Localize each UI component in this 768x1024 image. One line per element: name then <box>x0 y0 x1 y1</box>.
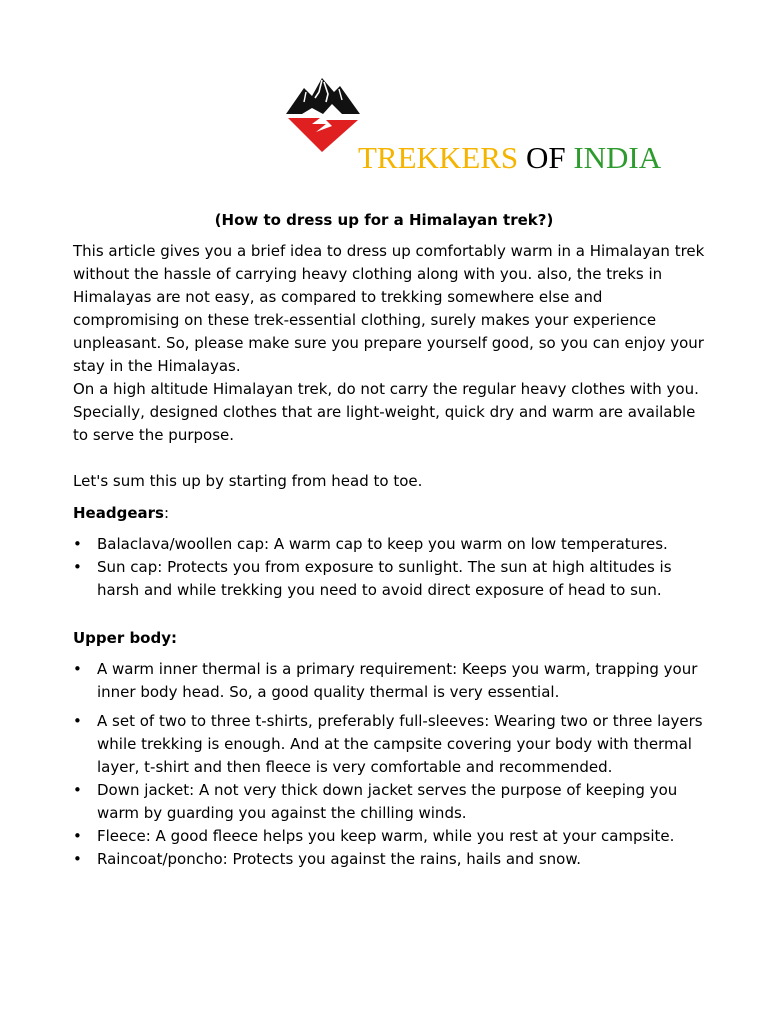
headgears-heading-colon: : <box>163 504 170 522</box>
list-item-text: A set of two to three t-shirts, preferably full-sleeves: Wearing two or three layers while trekking is enough. And at the campsite covering your body with thermal layer, t-shirt and then fleece is very comfortable and recommended. <box>97 712 703 776</box>
bullet-icon: • <box>73 712 82 730</box>
list-item <box>73 825 713 848</box>
bullet-icon: • <box>73 558 82 576</box>
brand-name <box>358 140 661 176</box>
list-item <box>73 779 713 825</box>
list-item-text: Balaclava/woollen cap: A warm cap to keep you warm on low temperatures. <box>97 535 668 553</box>
headgears-heading <box>73 502 713 525</box>
bullet-icon: • <box>73 850 82 868</box>
mountain-logo-icon <box>282 74 364 154</box>
article-body <box>73 240 713 871</box>
bullet-icon: • <box>73 781 82 799</box>
list-item <box>73 848 713 871</box>
list-item-text: Raincoat/poncho: Protects you against the rains, hails and snow. <box>97 850 581 868</box>
list-item <box>73 658 713 704</box>
brand-word-india: INDIA <box>573 140 662 175</box>
list-item-text: Sun cap: Protects you from exposure to sunlight. The sun at high altitudes is harsh and while trekking you need to avoid direct exposure of head to sun. <box>97 558 672 599</box>
bullet-icon: • <box>73 660 82 678</box>
bullet-icon: • <box>73 827 82 845</box>
list-item <box>73 556 713 602</box>
bullet-icon: • <box>73 535 82 553</box>
article-title: (How to dress up for a Himalayan trek?) <box>214 211 554 229</box>
upper-body-list <box>73 658 713 871</box>
sum-up-paragraph: Let's sum this up by starting from head to toe. <box>73 472 423 490</box>
list-item <box>73 533 713 556</box>
headgears-list <box>73 533 713 602</box>
intro-paragraph-1: This article gives you a brief idea to dress up comfortably warm in a Himalayan trek without the hassle of carrying heavy clothing along with you. also, the treks in Himalayas are not easy, as compared to trekking somewhere else and compromising on these trek-essential clothing, surely makes your experience unpleasant. So, please make sure you prepare yourself good, so you can enjoy your stay in the Himalayas. <box>73 242 705 375</box>
brand-word-of: OF <box>525 140 566 175</box>
brand-word-trekkers: TREKKERS <box>358 140 519 175</box>
list-item-text: Down jacket: A not very thick down jacket serves the purpose of keeping you warm by guarding you against the chilling winds. <box>97 781 678 822</box>
list-item-text: A warm inner thermal is a primary requirement: Keeps you warm, trapping your inner body head. So, a good quality thermal is very essential. <box>97 660 698 701</box>
list-item-text: Fleece: A good fleece helps you keep warm, while you rest at your campsite. <box>97 827 675 845</box>
intro-paragraph-2: On a high altitude Himalayan trek, do not carry the regular heavy clothes with you. Specially, designed clothes that are light-weight, quick dry and warm are available to serve the purpose. <box>73 380 699 444</box>
upper-body-heading: Upper body: <box>73 629 178 647</box>
list-item <box>73 710 713 779</box>
headgears-heading-text: Headgears <box>73 504 164 522</box>
